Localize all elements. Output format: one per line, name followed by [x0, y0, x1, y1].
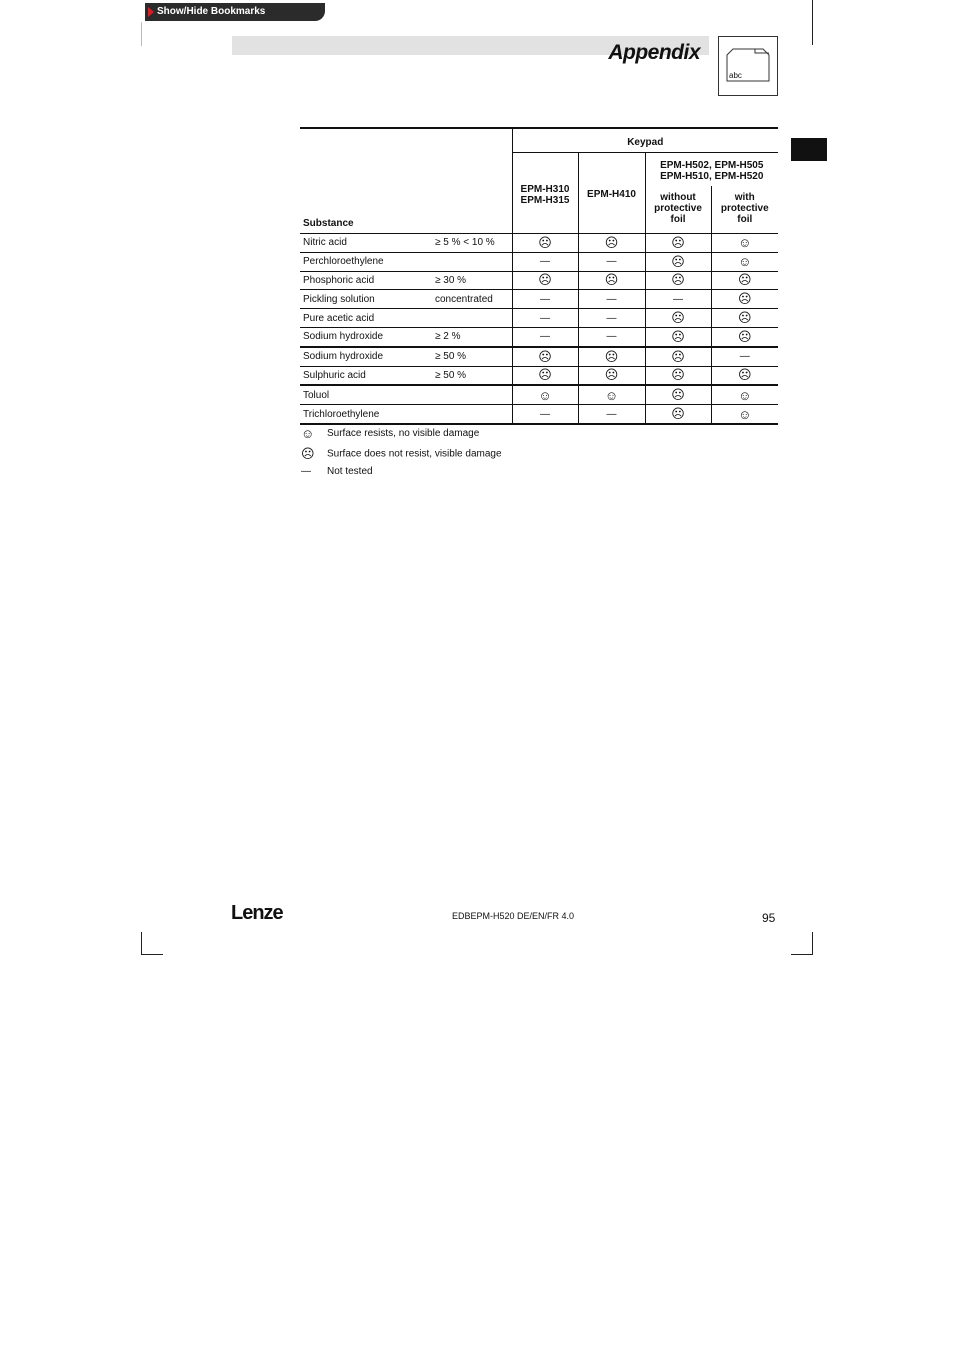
- substance-cell: Sodium hydroxide: [300, 327, 432, 346]
- substance-cell: Pickling solution: [300, 290, 432, 309]
- smile-icon: ☺: [738, 254, 752, 270]
- table-row: [300, 385, 778, 404]
- sad-icon: ☹: [737, 367, 752, 383]
- substance-header: Substance: [303, 218, 354, 229]
- h310-cell: [512, 271, 578, 290]
- smile-icon: ☺: [301, 426, 315, 441]
- with-foil-cell: [711, 271, 778, 290]
- concentration-cell: [432, 385, 512, 404]
- sad-icon: ☹: [671, 406, 685, 422]
- page-number: 95: [762, 911, 776, 925]
- col-epm-h310: EPM-H310 EPM-H315: [512, 153, 578, 234]
- table-row: [300, 252, 778, 271]
- substance-cell: Sulphuric acid: [300, 366, 432, 385]
- lenze-logo: Lenze: [231, 902, 283, 924]
- sad-icon: ☹: [737, 310, 752, 326]
- sad-icon: ☹: [671, 348, 685, 364]
- h310-cell: [512, 405, 578, 424]
- h310-cell: [512, 234, 578, 253]
- concentration-cell: [432, 309, 512, 328]
- concentration-cell: concentrated: [432, 290, 512, 309]
- sad-icon: ☹: [737, 291, 752, 307]
- dash-icon: —: [606, 408, 617, 420]
- sad-icon: ☹: [538, 234, 552, 250]
- legend-text: Surface does not resist, visible damage: [327, 448, 502, 460]
- substance-cell: Trichloroethylene: [300, 405, 432, 424]
- table-row: [300, 234, 778, 253]
- sad-icon: ☹: [671, 387, 685, 403]
- sad-icon: ☹: [604, 367, 619, 383]
- with-foil-cell: [711, 385, 778, 404]
- sad-icon: ☹: [538, 367, 552, 383]
- table-row: [300, 366, 778, 385]
- sad-icon: ☹: [538, 272, 552, 288]
- smile-icon: ☺: [738, 235, 752, 251]
- dash-icon: —: [606, 293, 617, 305]
- document-id: EDBEPM-H520 DE/EN/FR 4.0: [452, 911, 575, 921]
- h410-cell: [578, 234, 645, 253]
- smile-icon: ☺: [538, 387, 552, 403]
- substance-cell: Pure acetic acid: [300, 309, 432, 328]
- sad-icon: ☹: [671, 310, 685, 326]
- col-without-foil: without protective foil: [645, 186, 711, 234]
- with-foil-cell: [711, 252, 778, 271]
- substance-cell: Toluol: [300, 385, 432, 404]
- h410-cell: [578, 252, 645, 271]
- legend-text: Surface resists, no visible damage: [327, 428, 480, 439]
- dash-icon: —: [606, 312, 617, 324]
- h310-cell: [512, 290, 578, 309]
- without-foil-cell: [645, 271, 711, 290]
- legend-text: Not tested: [327, 466, 373, 477]
- crop-mark: [812, 0, 813, 45]
- concentration-cell: ≥ 2 %: [432, 327, 512, 346]
- with-foil-cell: [711, 290, 778, 309]
- dash-icon: —: [540, 293, 550, 305]
- appendix-icon: [718, 36, 778, 96]
- table-row: [300, 347, 778, 366]
- substance-cell: Nitric acid: [300, 234, 432, 253]
- substance-cell: Phosphoric acid: [300, 271, 432, 290]
- chemical-resistance-table: [300, 127, 778, 425]
- h410-cell: [578, 366, 645, 385]
- table-row: [300, 309, 778, 328]
- h310-cell: [512, 252, 578, 271]
- with-foil-cell: [711, 234, 778, 253]
- table-row: [300, 290, 778, 309]
- without-foil-cell: [645, 366, 711, 385]
- dash-icon: —: [540, 256, 550, 268]
- concentration-cell: ≥ 50 %: [432, 366, 512, 385]
- h410-cell: [578, 385, 645, 404]
- with-foil-cell: [711, 366, 778, 385]
- crop-mark: [812, 932, 813, 954]
- concentration-cell: [432, 252, 512, 271]
- sad-icon: ☹: [671, 234, 685, 250]
- sad-icon: ☹: [671, 253, 685, 269]
- legend-item-smile: [301, 426, 479, 441]
- h310-cell: [512, 366, 578, 385]
- dash-icon: —: [540, 312, 550, 324]
- dash-icon: —: [606, 256, 617, 268]
- without-foil-cell: [645, 234, 711, 253]
- concentration-cell: ≥ 50 %: [432, 347, 512, 366]
- col-epm-h410: EPM-H410: [578, 153, 645, 234]
- legend-item-sad: [301, 446, 502, 462]
- h310-cell: [512, 327, 578, 346]
- crop-mark: [141, 954, 163, 955]
- sad-icon: ☹: [301, 446, 315, 461]
- h410-cell: [578, 290, 645, 309]
- substance-cell: Perchloroethylene: [300, 252, 432, 271]
- h310-cell: [512, 309, 578, 328]
- icon-text: abc: [729, 71, 742, 80]
- col-epm-h5xx: EPM-H502, EPM-H505 EPM-H510, EPM-H520: [645, 153, 778, 187]
- smile-icon: ☺: [738, 406, 752, 422]
- sad-icon: ☹: [671, 272, 685, 288]
- smile-icon: ☺: [738, 387, 752, 403]
- concentration-cell: ≥ 5 % < 10 %: [432, 234, 512, 253]
- with-foil-cell: [711, 309, 778, 328]
- crop-mark: [141, 932, 142, 954]
- crop-mark: [791, 954, 813, 955]
- sad-icon: ☹: [671, 367, 685, 383]
- h410-cell: [578, 405, 645, 424]
- h410-cell: [578, 347, 645, 366]
- sad-icon: ☹: [737, 272, 752, 288]
- show-hide-bookmarks-button[interactable]: [145, 3, 325, 21]
- dash-icon: —: [673, 293, 683, 305]
- sad-icon: ☹: [538, 348, 552, 364]
- sad-icon: ☹: [604, 272, 619, 288]
- substance-cell: Sodium hydroxide: [300, 347, 432, 366]
- table-row: [300, 327, 778, 346]
- arrow-right-icon: [148, 7, 154, 17]
- without-foil-cell: [645, 252, 711, 271]
- sad-icon: ☹: [671, 328, 685, 344]
- dash-icon: —: [606, 331, 617, 343]
- without-foil-cell: [645, 385, 711, 404]
- without-foil-cell: [645, 327, 711, 346]
- col-with-foil: with protective foil: [711, 186, 778, 234]
- sad-icon: ☹: [737, 328, 752, 344]
- dash-icon: —: [540, 408, 550, 420]
- chapter-tab: [791, 138, 827, 161]
- with-foil-cell: [711, 347, 778, 366]
- h410-cell: [578, 309, 645, 328]
- page-title: Appendix: [608, 41, 700, 64]
- with-foil-cell: [711, 405, 778, 424]
- bookmarks-label: Show/Hide Bookmarks: [157, 6, 266, 17]
- h310-cell: [512, 347, 578, 366]
- without-foil-cell: [645, 309, 711, 328]
- legend-item-none: [301, 466, 373, 477]
- crop-mark: [141, 22, 142, 46]
- h410-cell: [578, 271, 645, 290]
- sad-icon: ☹: [604, 234, 619, 250]
- dash-icon: —: [301, 466, 311, 477]
- sad-icon: ☹: [604, 348, 619, 364]
- h410-cell: [578, 327, 645, 346]
- table-row: [300, 271, 778, 290]
- concentration-cell: ≥ 30 %: [432, 271, 512, 290]
- concentration-cell: [432, 405, 512, 424]
- with-foil-cell: [711, 327, 778, 346]
- smile-icon: ☺: [604, 387, 619, 403]
- without-foil-cell: [645, 347, 711, 366]
- without-foil-cell: [645, 290, 711, 309]
- h310-cell: [512, 385, 578, 404]
- keypad-header: Keypad: [512, 128, 778, 153]
- dash-icon: —: [540, 331, 550, 343]
- table-row: [300, 405, 778, 424]
- without-foil-cell: [645, 405, 711, 424]
- dash-icon: —: [739, 351, 750, 363]
